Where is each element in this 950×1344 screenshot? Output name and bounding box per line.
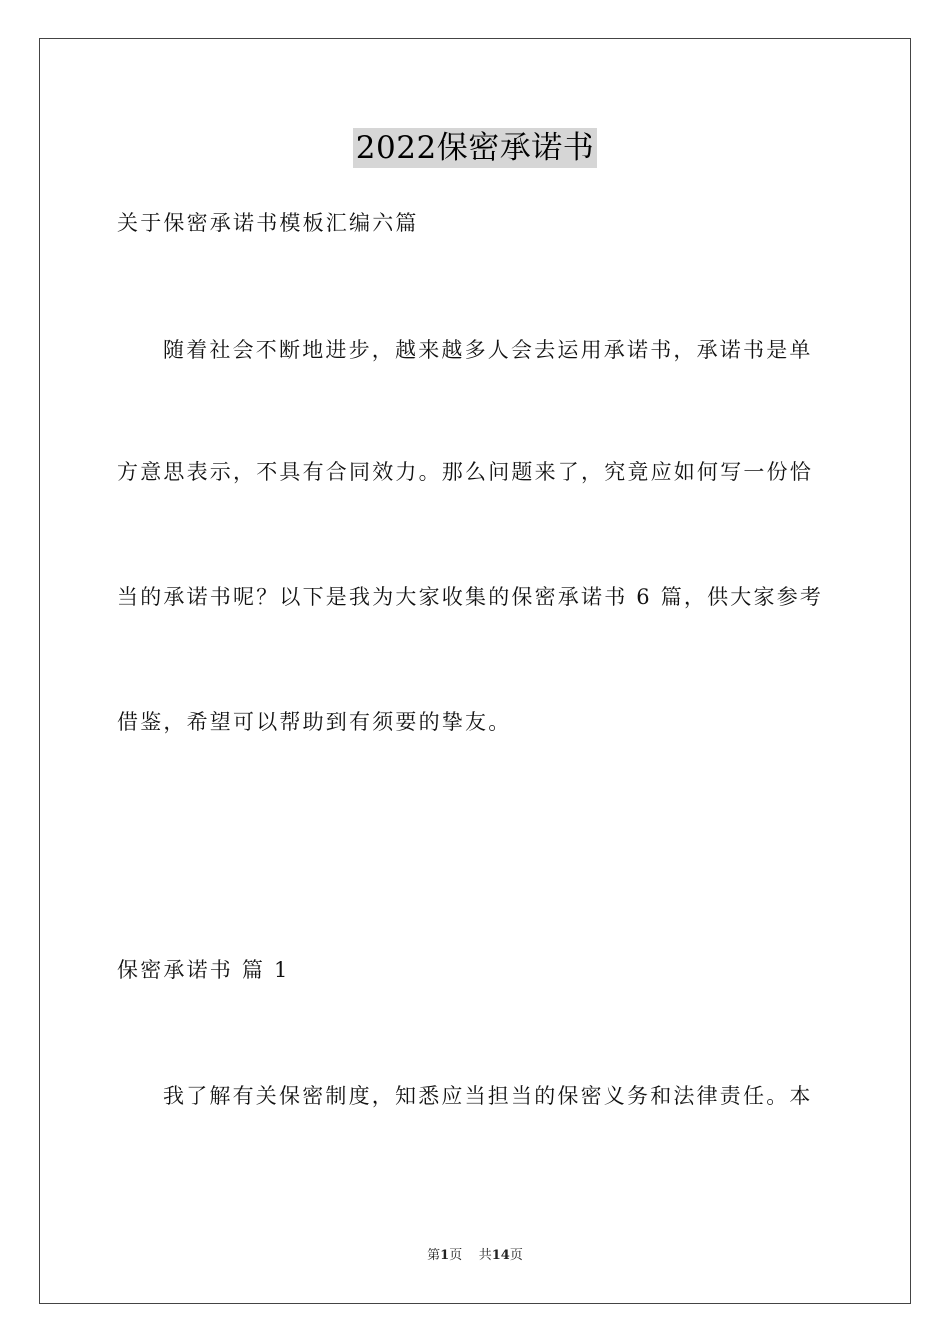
intro-line-3: 当的承诺书呢？以下是我为大家收集的保密承诺书 6 篇，供大家参考 xyxy=(117,585,824,609)
footer-total-prefix: 共 xyxy=(478,1248,492,1263)
title-wrap xyxy=(0,128,950,168)
page-footer xyxy=(0,1247,950,1265)
document-title: 2022保密承诺书 xyxy=(353,128,597,168)
intro-line-2: 方意思表示，不具有合同效力。那么问题来了，究竟应如何写一份恰 xyxy=(117,460,813,484)
intro-line-1: 随着社会不断地进步，越来越多人会去运用承诺书，承诺书是单 xyxy=(163,338,813,362)
section-line-1: 我了解有关保密制度，知悉应当担当的保密义务和法律责任。本 xyxy=(163,1084,813,1108)
footer-total-suffix: 页 xyxy=(509,1248,523,1263)
footer-page-prefix: 第 xyxy=(427,1248,441,1263)
intro-line-4: 借鉴，希望可以帮助到有须要的挚友。 xyxy=(117,710,512,734)
document-subtitle: 关于保密承诺书模板汇编六篇 xyxy=(117,211,419,235)
footer-page-suffix: 页 xyxy=(449,1248,463,1263)
section-heading: 保密承诺书 篇 1 xyxy=(117,958,290,982)
footer-page-current: 1 xyxy=(440,1248,450,1263)
footer-page-total: 14 xyxy=(491,1248,510,1263)
